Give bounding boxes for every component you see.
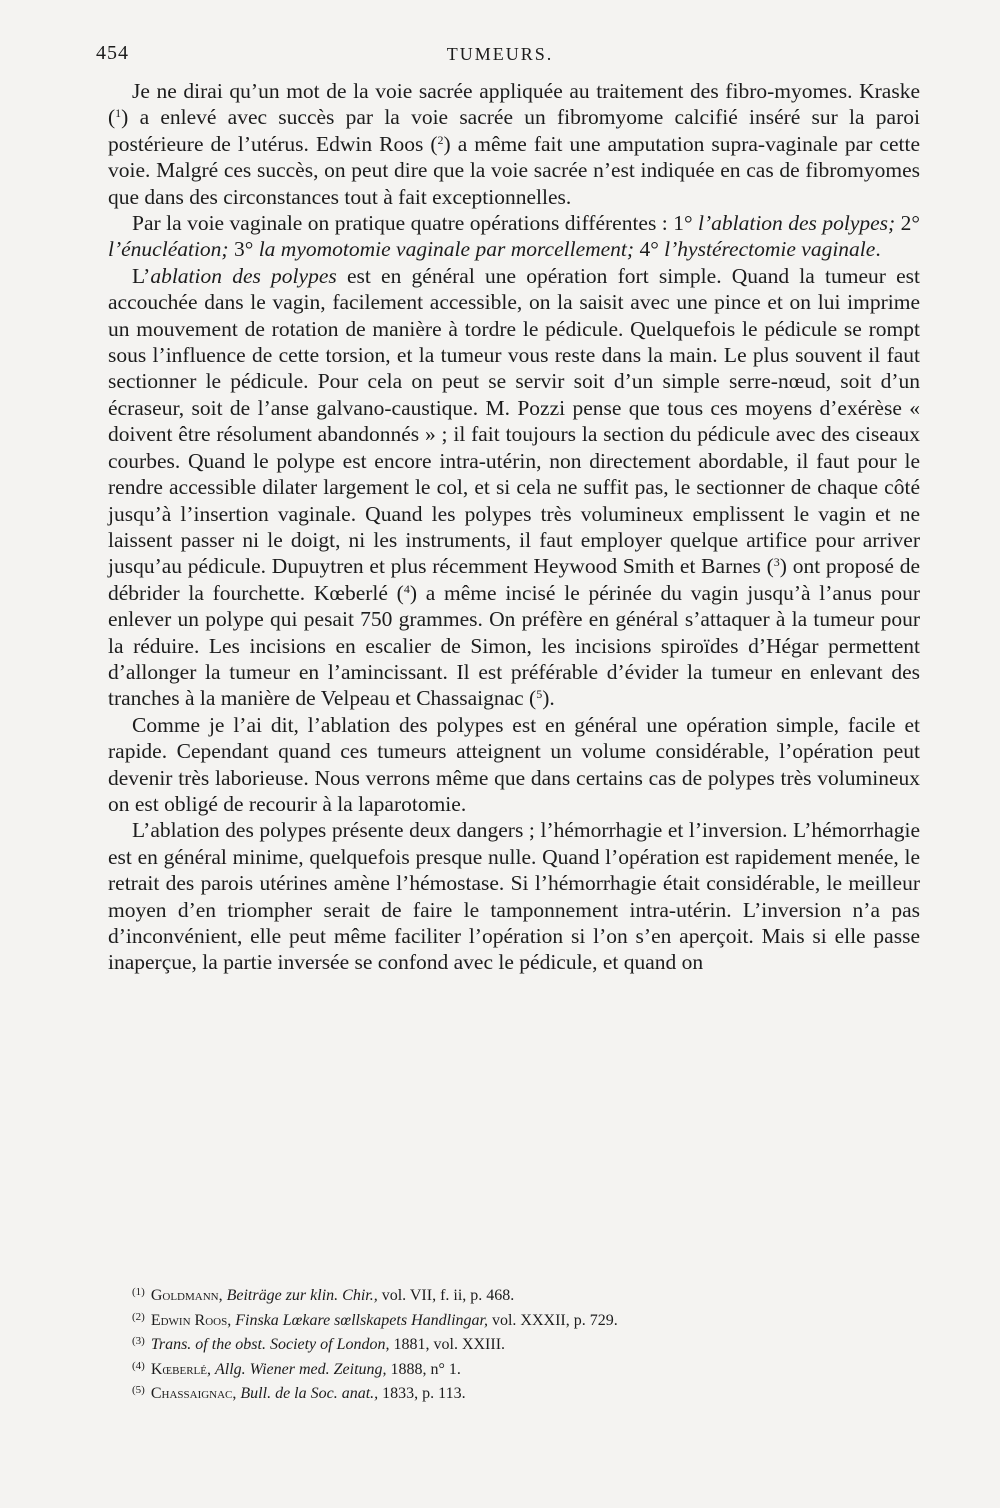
footnote bbox=[132, 1331, 892, 1356]
footnote-details: 1888, n° 1. bbox=[386, 1360, 461, 1378]
text-run: ) a même incisé le périnée du vagin jusqu’à l’anus pour enlever un polype qui pesait 750 grammes. On préfère en général s’attaquer à la tumeur pour la réduire. Les incisions en escalier de Simon, les incisions spiroïdes d’Hégar permettent d’allonger la tumeur en l’amincissant. Il est préférable d’évider la tumeur en enlevant des tranches à la manière de Velpeau et Chassaignac ( bbox=[108, 580, 920, 711]
paragraph bbox=[108, 712, 920, 818]
paragraph bbox=[108, 817, 920, 975]
footnote-title: Finska Lœkare sœllskapets Handlingar, bbox=[235, 1311, 488, 1329]
footnote-details: vol. VII, f. ii, p. 468. bbox=[377, 1287, 515, 1304]
text-run: l’hystérectomie vaginale bbox=[664, 237, 876, 262]
footnote-reference: 5 bbox=[536, 687, 543, 702]
footnote-title: Beiträge zur klin. Chir., bbox=[226, 1287, 378, 1304]
footnote-details: 1881, vol. XXIII. bbox=[389, 1336, 506, 1353]
footnote bbox=[132, 1282, 892, 1307]
footnote-author: Kœberlé, bbox=[150, 1360, 215, 1378]
footnote-mark: (3) bbox=[132, 1335, 145, 1347]
footnote bbox=[132, 1380, 892, 1405]
text-run: Comme je l’ai dit, l’ablation des polypes est en général une opération simple, facile et rapide. Cependant quand ces tumeurs atteignent un volume considérable, l’opération peut devenir très laborieuse. Nous verrons même que dans certains cas de polypes très volumineux on est obligé de recourir à la laparotomie. bbox=[108, 712, 920, 816]
footnote-mark: (1) bbox=[132, 1286, 145, 1298]
text-run: ) a même fait une amputation supra-vaginale par cette voie. Malgré ces succès, on peut dire que la voie sacrée n’est indiquée en cas de fibromyomes que dans des circonstances tout à fait exceptionnelles. bbox=[108, 131, 920, 209]
footnote-mark: (5) bbox=[132, 1384, 145, 1396]
footnote-author: Edwin Roos, bbox=[150, 1311, 236, 1329]
paragraph bbox=[108, 210, 920, 263]
text-run: l’ablation des polypes; bbox=[698, 211, 896, 236]
footnote-details: vol. XXXII, p. 729. bbox=[487, 1311, 618, 1329]
footnote bbox=[132, 1307, 892, 1332]
text-run: . bbox=[875, 237, 881, 262]
text-run: L’ bbox=[132, 263, 151, 288]
body-text bbox=[108, 78, 920, 976]
page-number: 454 bbox=[96, 42, 129, 64]
text-run: Je ne dirai qu’un mot de la voie sacrée appliquée au traitement des fibro-myomes. Kraske ( bbox=[108, 79, 920, 130]
text-run: est en général une opération fort simple. Quand la tumeur est accouchée dans le vagin, facilement accessible, on la saisit avec une pince et on lui imprime un mouvement de rotation de manière à tordre le pédicule. Quelquefois le pédicule se rompt sous l’influence de cette torsion, et la tumeur vous reste dans la main. Le plus souvent il faut sectionner le pédicule. Pour cela on peut se servir soit d’un simple serre-nœud, soit d’un écraseur, soit de l’anse galvano-caustique. M. Pozzi pense que tous ces moyens d’exérèse « doivent être résolument abandonnés » ; il fait toujours la section du pédicule avec des ciseaux courbes. Quand le polype est encore intra-utérin, non directement abordable, il faut pour le rendre accessible dilater largement le col, et si cela ne suffit pas, le sectionner de chaque côté jusqu’à l’insertion vaginale. Quand les polypes très volumineux emplissent le vagin et ne laissent passer ni le doigt, ni les instruments, il faut employer quelque artifice pour arriver jusqu’au pédicule. Dupuytren et plus récemment Heywood Smith et Barnes ( bbox=[108, 263, 920, 579]
footnote bbox=[132, 1356, 892, 1381]
footnotes bbox=[132, 1282, 892, 1405]
footnote-title: Trans. of the obst. Society of London, bbox=[150, 1336, 390, 1353]
footnote-title: Allg. Wiener med. Zeitung, bbox=[215, 1360, 387, 1378]
footnote-reference: 2 bbox=[437, 132, 444, 147]
footnote-mark: (2) bbox=[132, 1310, 145, 1323]
page-header bbox=[96, 42, 904, 72]
footnote-reference: 3 bbox=[773, 555, 780, 570]
footnote-reference: 1 bbox=[115, 106, 122, 121]
text-run: la myomotomie vaginale par morcellement; bbox=[258, 237, 635, 262]
paragraph bbox=[108, 263, 920, 712]
text-run: 3° bbox=[228, 237, 259, 262]
footnote-details: 1833, p. 113. bbox=[378, 1385, 466, 1402]
text-run: 4° bbox=[634, 237, 665, 262]
footnote-reference: 4 bbox=[403, 581, 410, 596]
text-run: Par la voie vaginale on pratique quatre opérations différentes : 1° bbox=[132, 211, 698, 236]
footnote-author: Goldmann, bbox=[150, 1287, 227, 1304]
text-run: ablation des polypes bbox=[150, 263, 337, 288]
text-run: L’ablation des polypes présente deux dangers ; l’hémorrhagie et l’inversion. L’hémorrhagie est en général minime, quelquefois presque nulle. Quand l’opération est rapidement menée, le retrait des parois utérines amène l’hémostase. Si l’hémorrhagie était considérable, le meilleur moyen d’en triompher serait de faire le tamponnement intra-utérin. L’inversion n’a pas d’inconvénient, elle peut même faciliter l’opération si l’on s’en aperçoit. Mais si elle passe inaperçue, la partie inversée se confond avec le pédicule, et quand on bbox=[108, 818, 920, 975]
paragraph bbox=[108, 78, 920, 210]
text-run: ) ont proposé de débrider la fourchette. Kœberlé ( bbox=[108, 554, 921, 605]
footnote-mark: (4) bbox=[132, 1359, 145, 1372]
text-run: ). bbox=[542, 686, 555, 711]
text-run: ) a enlevé avec succès par la voie sacrée un fibromyome calcifié inséré sur la paroi postérieure de l’utérus. Edwin Roos ( bbox=[108, 105, 920, 156]
footnote-author: Chassaignac, bbox=[150, 1385, 241, 1402]
footnote-title: Bull. de la Soc. anat., bbox=[240, 1385, 379, 1402]
text-run: 2° bbox=[895, 211, 920, 236]
running-title: TUMEURS. bbox=[446, 44, 554, 64]
text-run: l’énucléation; bbox=[108, 237, 229, 262]
